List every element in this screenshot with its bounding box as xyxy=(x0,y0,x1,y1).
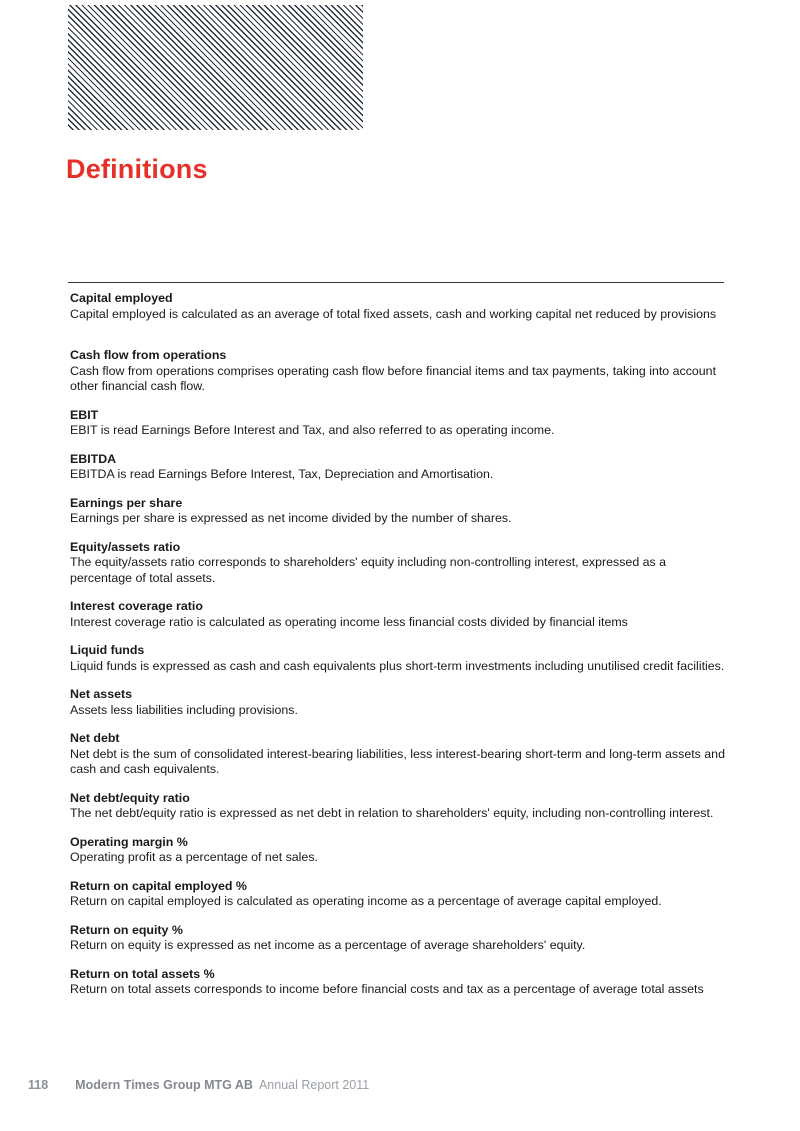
definition-description: Net debt is the sum of consolidated interest-bearing liabilities, less interest-bearing short-term and long-term assets and cash and cash equivalents. xyxy=(70,746,725,776)
definition-description: EBIT is read Earnings Before Interest and Tax, and also referred to as operating income. xyxy=(70,423,555,437)
section-divider xyxy=(68,282,724,283)
definition-term: Cash flow from operations xyxy=(70,348,227,362)
definition-entry xyxy=(70,967,728,998)
definition-entry xyxy=(70,452,728,483)
page-title: Definitions xyxy=(66,154,208,185)
definition-entry xyxy=(70,348,728,395)
definition-description: Return on capital employed is calculated as operating income as a percentage of average capital employed. xyxy=(70,894,662,908)
definition-entry xyxy=(70,408,728,439)
definition-term: Operating margin % xyxy=(70,834,188,849)
definition-description: Assets less liabilities including provisions. xyxy=(70,702,298,717)
definition-term: Net assets xyxy=(70,687,132,701)
definition-term: Earnings per share xyxy=(70,495,183,510)
page-footer xyxy=(28,1078,768,1092)
definition-term: Return on total assets % xyxy=(70,966,215,981)
definition-term: EBITDA xyxy=(70,451,117,466)
definition-description: Cash flow from operations comprises operating cash flow before financial items and tax payments, taking into account other financial cash flow. xyxy=(70,363,717,393)
definition-entry xyxy=(70,731,728,778)
definition-term: Return on equity % xyxy=(70,922,183,937)
definition-entry xyxy=(70,599,728,630)
definition-description: Return on total assets corresponds to income before financial costs and tax as a percentage of average total assets xyxy=(70,982,704,996)
definition-entry xyxy=(70,791,728,822)
definition-entry xyxy=(70,643,728,674)
definition-term: EBIT xyxy=(70,407,99,422)
definition-term: Net debt/equity ratio xyxy=(70,790,190,805)
page-number: 118 xyxy=(28,1078,49,1092)
definition-term: Equity/assets ratio xyxy=(70,539,181,554)
definition-entry xyxy=(70,291,728,322)
definition-entry xyxy=(70,496,728,527)
definition-description: The equity/assets ratio corresponds to shareholders' equity including non-controlling interest, expressed as a percentage of total assets. xyxy=(70,555,667,585)
definition-term: Interest coverage ratio xyxy=(70,599,203,613)
definitions-list xyxy=(70,291,728,1011)
definition-description: The net debt/equity ratio is expressed as net debt in relation to shareholders' equity, including non-controlling interest. xyxy=(70,806,714,820)
footer-company: Modern Times Group MTG AB xyxy=(75,1078,253,1092)
definition-entry xyxy=(70,540,728,587)
definition-entry xyxy=(70,879,728,910)
footer-report-title: Annual Report 2011 xyxy=(258,1078,370,1092)
hatch-pattern-decoration xyxy=(68,5,363,130)
definition-term: Liquid funds xyxy=(70,643,145,657)
definition-term: Return on capital employed % xyxy=(70,878,247,893)
definition-description: Interest coverage ratio is calculated as operating income less financial costs divided by financial items xyxy=(70,614,628,629)
definition-description: Return on equity is expressed as net income as a percentage of average shareholders' equity. xyxy=(70,938,586,952)
definition-description: Earnings per share is expressed as net income divided by the number of shares. xyxy=(70,511,512,525)
definition-description: Operating profit as a percentage of net sales. xyxy=(70,850,318,864)
definition-term: Capital employed xyxy=(70,291,173,305)
definition-entry xyxy=(70,687,728,718)
definition-description: Capital employed is calculated as an average of total fixed assets, cash and working capital net reduced by provisions xyxy=(70,306,717,321)
definition-description: EBITDA is read Earnings Before Interest, Tax, Depreciation and Amortisation. xyxy=(70,467,494,481)
definition-description: Liquid funds is expressed as cash and cash equivalents plus short-term investments including unutilised credit facilities. xyxy=(70,658,725,673)
definition-entry xyxy=(70,923,728,954)
definition-term: Net debt xyxy=(70,731,120,745)
definition-entry xyxy=(70,835,728,866)
